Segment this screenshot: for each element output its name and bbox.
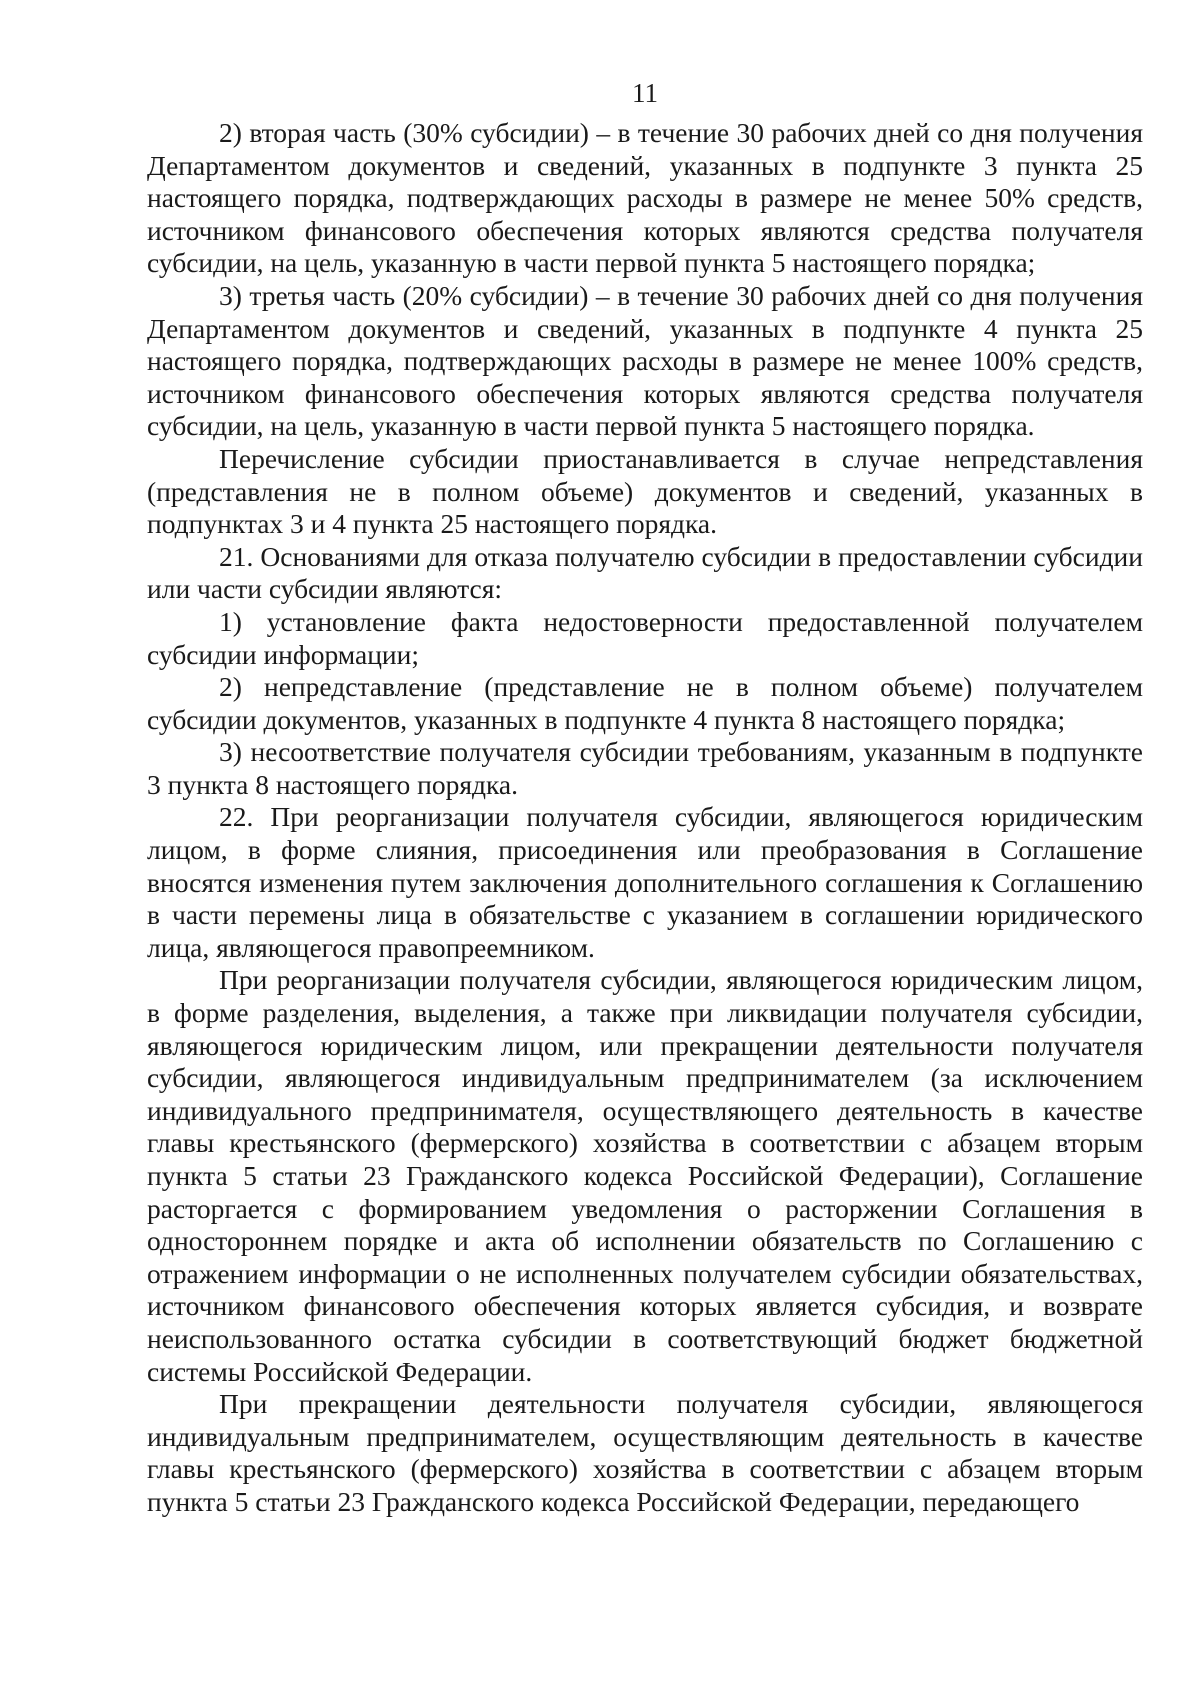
paragraph-reorganization: При реорганизации получателя субсидии, являющегося юридическим лицом, в форме разделения, выделения, а также при ликвидации получателя субсидии, являющегося юридическим лицом, или прекращении деятельности получателя субсидии, являющегося индивидуальным предпринимателем (за исключением индивидуального предпринимателя, осуществляющего деятельность в качестве главы крестьянского (фермерского) хозяйства в соответствии с абзацем вторым пункта 5 статьи 23 Гражданского кодекса Российской Федерации), Соглашение расторгается с формированием уведомления о расторжении Соглашения в одностороннем порядке и акта об исполнении обязательств по Соглашению с отражением информации о не исполненных получателем субсидии обязательствах, источником финансового обеспечения которых является субсидия, и возврате неиспользованного остатка субсидии в соответствующий бюджет бюджетной системы Российской Федерации. — [147, 964, 1143, 1387]
paragraph-termination: При прекращении деятельности получателя субсидии, являющегося индивидуальным предпринимателем, осуществляющим деятельность в качестве главы крестьянского (фермерского) хозяйства в соответствии с абзацем вторым пункта 5 статьи 23 Гражданского кодекса Российской Федерации, передающего — [147, 1388, 1143, 1517]
page-number: 11 — [632, 78, 658, 108]
paragraph-item-22: 22. При реорганизации получателя субсидии, являющегося юридическим лицом, в форме слияния, присоединения или преобразования в Соглашение вносятся изменения путем заключения дополнительного соглашения к Соглашению в части перемены лица в обязательстве с указанием в соглашении юридического лица, являющегося правопреемником. — [147, 801, 1143, 963]
paragraph-suspension: Перечисление субсидии приостанавливается в случае непредставления (представления не в полном объеме) документов и сведений, указанных в подпунктах 3 и 4 пункта 25 настоящего порядка. — [147, 442, 1143, 540]
document-body — [147, 117, 1143, 1519]
paragraph-item-21: 21. Основаниями для отказа получателю субсидии в предоставлении субсидии или части субсидии являются: — [147, 540, 1143, 605]
paragraph-subsidy-third-part: 3) третья часть (20% субсидии) – в течение 30 рабочих дней со дня получения Департаментом документов и сведений, указанных в подпункте 4 пункта 25 настоящего порядка, подтверждающих расходы в размере не менее 100% средств, источником финансового обеспечения которых являются средства получателя субсидии, на цель, указанную в части первой пункта 5 настоящего порядка. — [147, 279, 1143, 442]
paragraph-subsidy-second-part: 2) вторая часть (30% субсидии) – в течение 30 рабочих дней со дня получения Департаментом документов и сведений, указанных в подпункте 3 пункта 25 настоящего порядка, подтверждающих расходы в размере не менее 50% средств, источником финансового обеспечения которых являются средства получателя субсидии, на цель, указанную в части первой пункта 5 настоящего порядка; — [147, 117, 1143, 279]
paragraph-item-21-2: 2) непредставление (представление не в полном объеме) получателем субсидии документов, указанных в подпункте 4 пункта 8 настоящего порядка; — [147, 671, 1143, 735]
paragraph-item-21-1: 1) установление факта недостоверности предоставленной получателем субсидии информации; — [147, 605, 1143, 670]
paragraph-item-21-3: 3) несоответствие получателя субсидии требованиям, указанным в подпункте 3 пункта 8 настоящего порядка. — [147, 736, 1143, 800]
